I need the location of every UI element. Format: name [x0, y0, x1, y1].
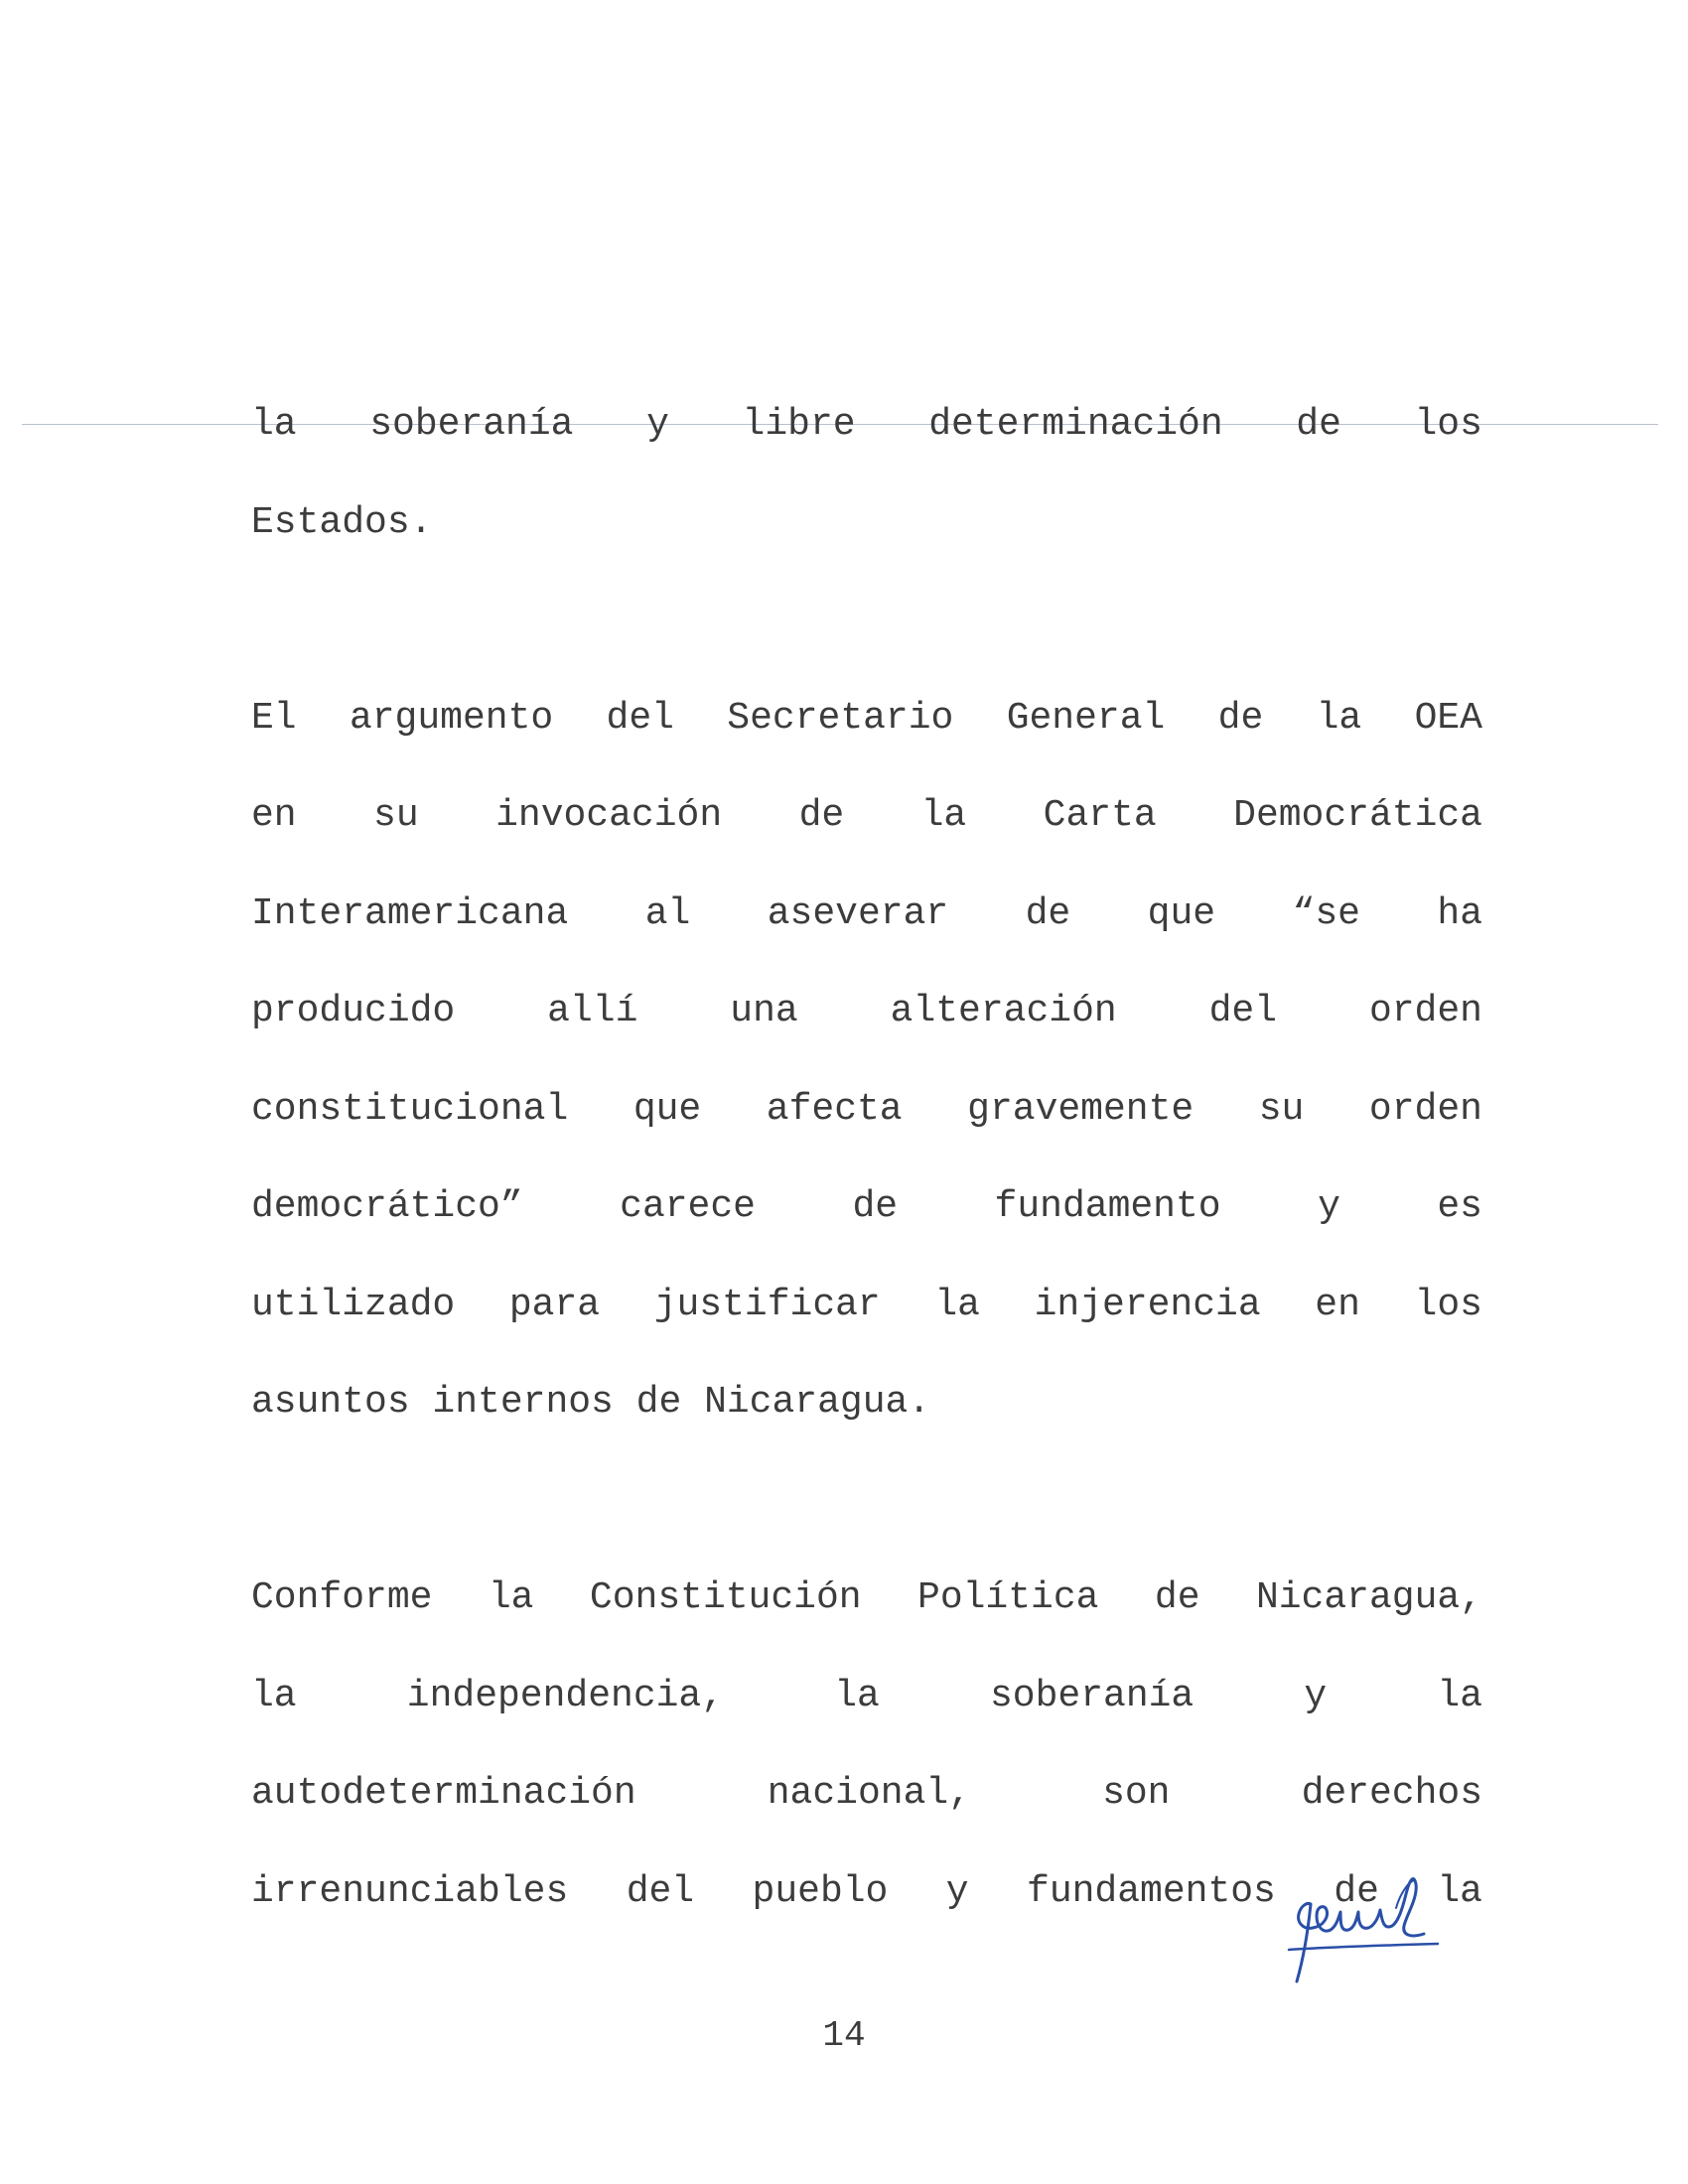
text-line — [251, 1182, 1482, 1232]
word: nacional, — [767, 1772, 971, 1815]
word: del — [1208, 990, 1278, 1032]
text-line — [251, 1281, 1482, 1330]
word: los — [1414, 1284, 1482, 1326]
word: derechos — [1301, 1772, 1482, 1815]
word: pueblo — [752, 1870, 889, 1913]
text-line — [251, 1672, 1482, 1721]
word: la — [251, 403, 297, 446]
word: la — [1316, 697, 1362, 740]
text-line — [251, 400, 1482, 450]
word: fundamento — [994, 1185, 1221, 1228]
word: soberanía — [990, 1675, 1195, 1717]
word: aseverar — [767, 892, 949, 935]
page-number: 14 — [822, 2015, 866, 2056]
text-line — [251, 1378, 1482, 1428]
word: la — [834, 1675, 880, 1717]
word: Democrática — [1233, 794, 1482, 837]
word: en — [251, 794, 297, 837]
word: Conforme — [251, 1576, 433, 1619]
word: democrático” — [251, 1185, 523, 1228]
word: de — [1217, 697, 1264, 740]
text-line — [251, 694, 1482, 744]
word: Secretario — [727, 697, 954, 740]
word: Política — [917, 1576, 1099, 1619]
text-line — [251, 1573, 1482, 1623]
word: gravemente — [967, 1088, 1195, 1131]
word: de — [1154, 1576, 1200, 1619]
word: carece — [620, 1185, 756, 1228]
word: soberanía — [369, 403, 574, 446]
word: General — [1006, 697, 1166, 740]
word: fundamentos — [1027, 1870, 1276, 1913]
word: invocación — [495, 794, 723, 837]
word: y — [945, 1870, 969, 1913]
word: determinación — [928, 403, 1223, 446]
word: Nicaragua, — [1255, 1576, 1482, 1619]
word: libre — [742, 403, 856, 446]
word: asuntos internos de Nicaragua. — [251, 1381, 931, 1424]
word: su — [1258, 1088, 1305, 1131]
word: y — [1318, 1185, 1340, 1228]
word: en — [1315, 1284, 1360, 1326]
word: Constitución — [589, 1576, 862, 1619]
word: la — [251, 1675, 297, 1717]
text-line — [251, 1085, 1482, 1135]
word: Estados. — [251, 501, 433, 544]
word: de — [798, 794, 845, 837]
word: justificar — [653, 1284, 881, 1326]
word: la — [920, 794, 967, 837]
word: y — [1304, 1675, 1328, 1717]
word: constitucional — [251, 1088, 569, 1131]
word: su — [373, 794, 419, 837]
word: la — [1437, 1870, 1482, 1913]
word: Carta — [1043, 794, 1157, 837]
text-line — [251, 889, 1482, 939]
word: ha — [1437, 892, 1482, 935]
signature-mark — [1279, 1864, 1458, 1993]
word: orden — [1368, 1088, 1482, 1131]
text-line — [251, 791, 1482, 841]
word: alteración — [890, 990, 1117, 1032]
word: El — [251, 697, 297, 740]
word: producido — [251, 990, 456, 1032]
word: orden — [1368, 990, 1482, 1032]
word: de — [1296, 403, 1341, 446]
word: y — [646, 403, 669, 446]
word: son — [1102, 1772, 1171, 1815]
word: la — [934, 1284, 980, 1326]
word: “se — [1292, 892, 1360, 935]
word: de — [852, 1185, 899, 1228]
word: al — [644, 892, 691, 935]
word: injerencia — [1034, 1284, 1261, 1326]
word: allí — [547, 990, 638, 1032]
word: OEA — [1414, 697, 1482, 740]
word: autodeterminación — [251, 1772, 636, 1815]
word: Interamericana — [251, 892, 569, 935]
word: de — [1025, 892, 1071, 935]
text-line — [251, 498, 1482, 548]
text-line — [251, 1769, 1482, 1819]
word: que — [633, 1088, 702, 1131]
word: argumento — [349, 697, 554, 740]
word: los — [1414, 403, 1482, 446]
word: afecta — [766, 1088, 903, 1131]
word: la — [1437, 1675, 1482, 1717]
word: irrenunciables — [251, 1870, 569, 1913]
text-line — [251, 987, 1482, 1036]
word: la — [488, 1576, 534, 1619]
word: utilizado — [251, 1284, 456, 1326]
word: para — [508, 1284, 601, 1326]
word: del — [626, 1870, 695, 1913]
word: de — [1334, 1870, 1379, 1913]
word: es — [1437, 1185, 1482, 1228]
word: independencia, — [406, 1675, 725, 1717]
word: del — [606, 697, 674, 740]
word: una — [730, 990, 798, 1032]
word: que — [1147, 892, 1216, 935]
